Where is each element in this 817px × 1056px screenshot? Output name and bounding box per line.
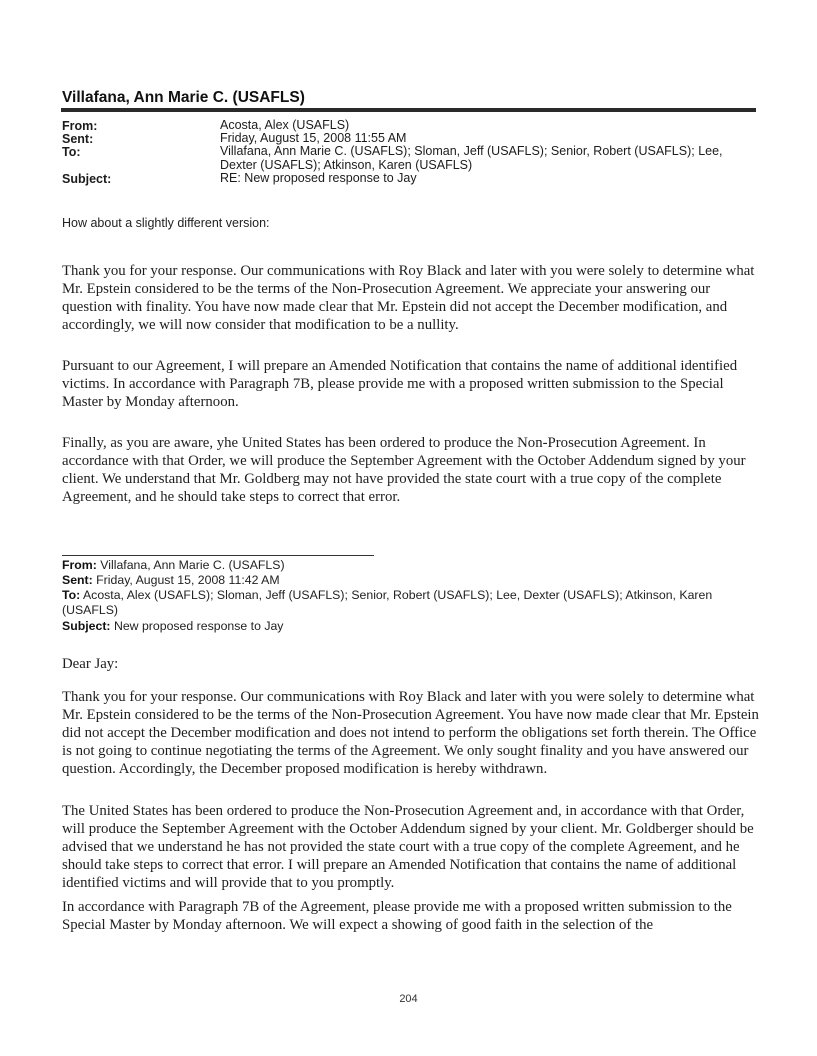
original-to-value: Acosta, Alex (USAFLS); Sloman, Jeff (USAFLS); Senior, Robert (USAFLS); Lee, Dexter (USAFLS); Atkinson, Karen (USAFLS) [62,588,713,618]
to-label: To: [62,145,81,159]
sent-label: Sent: [62,132,94,146]
original-paragraph: The United States has been ordered to produce the Non-Prosecution Agreement and, in accordance with that Order, will produce the September Agreement with the October Addendum signed by your client. Mr. Goldberger should be advised that we understand he has not provided the state court with a true copy of the complete Agreement, and he should take steps to correct that error. I will prepare an Amended Notification that contains the name of additional identified victims and will provide that to you promptly. [62,803,754,891]
original-subject-value: New proposed response to Jay [113,619,284,633]
original-to-label: To: [62,588,81,602]
original-subject-line [62,619,762,634]
original-to-line [62,588,762,618]
subject-value: RE: New proposed response to Jay [220,171,417,185]
page-number: 204 [399,993,418,1005]
sent-value: Friday, August 15, 2008 11:55 AM [220,131,407,145]
original-paragraph: In accordance with Paragraph 7B of the Agreement, please provide me with a proposed written submission to the Special Master by Monday afternoon. We will expect a showing of good faith in the selection of the [62,899,732,933]
title-underline [61,108,756,112]
from-value: Acosta, Alex (USAFLS) [220,118,350,132]
original-sent-value: Friday, August 15, 2008 11:42 AM [96,573,280,587]
to-value: Villafana, Ann Marie C. (USAFLS); Sloman, Jeff (USAFLS); Senior, Robert (USAFLS); Lee, Dexter (USAFLS); Atkinson, Karen (USAFLS) [220,144,723,172]
from-label: From: [62,119,98,133]
mailbox-owner-title: Villafana, Ann Marie C. (USAFLS) [62,89,305,106]
original-from-line [62,558,762,573]
greeting: Dear Jay: [62,656,119,672]
reply-paragraph: Thank you for your response. Our communications with Roy Black and later with you were solely to determine what Mr. Epstein considered to be the terms of the Non-Prosecution Agreement. We appreciate your answering our question with finality. You have now made clear that Mr. Epstein did not accept the December modification, and accordingly, we will now consider that modification to be a nullity. [62,263,755,333]
reply-paragraph: Finally, as you are aware, yhe United States has been ordered to produce the Non-Prosecution Agreement. In accordance with that Order, we will produce the September Agreement with the October Addendum signed by your client. We understand that Mr. Goldberg may not have provided the state court with a true copy of the complete Agreement, and he should take steps to correct that error. [62,435,746,505]
reply-intro: How about a slightly different version: [62,216,270,230]
original-paragraph: Thank you for your response. Our communications with Roy Black and later with you were solely to determine what Mr. Epstein considered to be the terms of the Non-Prosecution Agreement. You have now made clear that Mr. Epstein did not accept the December modification and does not intend to perform the obligations set forth therein. The Office is not going to continue negotiating the terms of the Agreement. We only sought finality and you have answered our question. Accordingly, the December proposed modification is hereby withdrawn. [62,689,759,777]
original-from-value: Villafana, Ann Marie C. (USAFLS) [100,558,285,572]
message-separator [62,555,374,556]
subject-label: Subject: [62,172,112,186]
original-sent-label: Sent: [62,573,93,587]
original-sent-line [62,573,762,588]
original-subject-label: Subject: [62,619,111,633]
original-from-label: From: [62,558,97,572]
reply-paragraph: Pursuant to our Agreement, I will prepare an Amended Notification that contains the name of additional identified victims. In accordance with Paragraph 7B, please provide me with a proposed written submission to the Special Master by Monday afternoon. [62,358,738,410]
